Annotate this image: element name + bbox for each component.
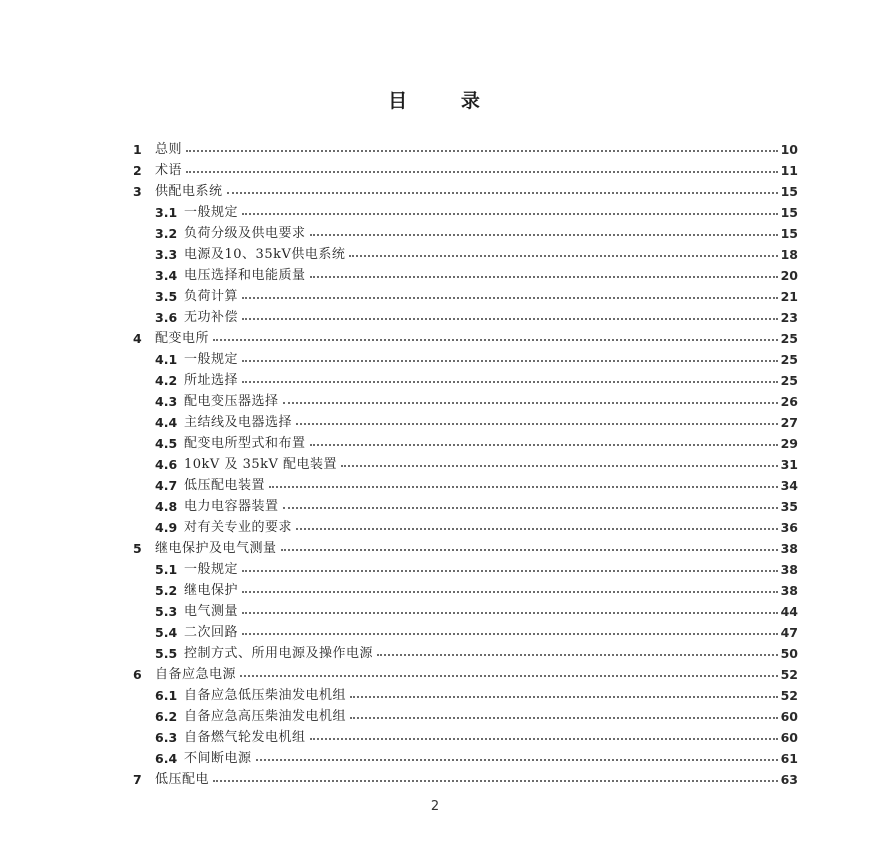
toc-entry <box>133 242 798 263</box>
toc-entry-number: 3 <box>133 184 142 199</box>
toc-entry <box>133 494 798 515</box>
toc-entry <box>133 179 798 200</box>
toc-entry <box>133 431 798 452</box>
table-of-contents <box>133 137 798 788</box>
toc-entry-label: 自备应急低压柴油发电机组 <box>184 688 347 703</box>
dotted-leader <box>310 444 778 446</box>
toc-entry-label: 总则 <box>155 142 183 157</box>
dotted-leader <box>242 318 778 320</box>
toc-entry <box>133 557 798 578</box>
toc-entry-page: 44 <box>780 604 798 619</box>
toc-entry-page: 50 <box>780 646 798 661</box>
toc-entry-page: 38 <box>780 562 798 577</box>
toc-entry-label: 不间断电源 <box>184 751 252 766</box>
toc-entry <box>133 725 798 746</box>
dotted-leader <box>349 255 777 257</box>
toc-entry-label: 电源及10、35kV供电系统 <box>184 247 346 262</box>
toc-entry-number: 4.5 <box>155 436 178 451</box>
toc-entry-number: 6 <box>133 667 142 682</box>
toc-entry-label: 电压选择和电能质量 <box>184 268 306 283</box>
toc-entry-number: 4 <box>133 331 142 346</box>
toc-entry-number: 4.4 <box>155 415 178 430</box>
toc-entry-page: 21 <box>780 289 798 304</box>
toc-entry <box>133 305 798 326</box>
toc-entry-number: 7 <box>133 772 142 787</box>
dotted-leader <box>242 381 778 383</box>
dotted-leader <box>240 675 778 677</box>
toc-entry-label: 术语 <box>155 163 183 178</box>
toc-entry-number: 4.7 <box>155 478 178 493</box>
dotted-leader <box>296 528 778 530</box>
toc-entry-number: 6.2 <box>155 709 178 724</box>
toc-entry-page: 23 <box>780 310 798 325</box>
toc-entry-page: 10 <box>780 142 798 157</box>
toc-entry <box>133 263 798 284</box>
dotted-leader <box>310 738 778 740</box>
toc-entry-number: 4.3 <box>155 394 178 409</box>
dotted-leader <box>213 780 778 782</box>
toc-entry <box>133 473 798 494</box>
toc-entry <box>133 641 798 662</box>
toc-entry-label: 无功补偿 <box>184 310 239 325</box>
toc-entry-page: 61 <box>780 751 798 766</box>
dotted-leader <box>242 297 778 299</box>
dotted-leader <box>227 192 778 194</box>
dotted-leader <box>350 696 778 698</box>
dotted-leader <box>341 465 778 467</box>
toc-entry-page: 35 <box>780 499 798 514</box>
toc-entry-label: 二次回路 <box>184 625 239 640</box>
footer-page-number: 2 <box>430 799 440 814</box>
toc-entry-label: 所址选择 <box>184 373 239 388</box>
dotted-leader <box>186 150 778 152</box>
toc-entry-page: 52 <box>780 667 798 682</box>
toc-entry-label: 配变电所 <box>155 331 210 346</box>
toc-entry-label: 配变电所型式和布置 <box>184 436 306 451</box>
toc-entry-number: 4.1 <box>155 352 178 367</box>
dotted-leader <box>269 486 778 488</box>
toc-entry-label: 继电保护 <box>184 583 239 598</box>
toc-entry-number: 2 <box>133 163 142 178</box>
toc-entry-number: 3.3 <box>155 247 178 262</box>
toc-entry-number: 6.4 <box>155 751 178 766</box>
toc-entry <box>133 368 798 389</box>
toc-entry <box>133 221 798 242</box>
toc-entry-label: 一般规定 <box>184 562 239 577</box>
toc-entry-label: 控制方式、所用电源及操作电源 <box>184 646 374 661</box>
toc-entry-page: 60 <box>780 709 798 724</box>
dotted-leader <box>242 591 778 593</box>
dotted-leader <box>283 402 778 404</box>
dotted-leader <box>213 339 778 341</box>
toc-entry <box>133 536 798 557</box>
toc-entry <box>133 410 798 431</box>
toc-entry-label: 一般规定 <box>184 352 239 367</box>
toc-entry-label: 一般规定 <box>184 205 239 220</box>
toc-entry-number: 5.4 <box>155 625 178 640</box>
dotted-leader <box>350 717 778 719</box>
toc-entry-number: 4.6 <box>155 457 178 472</box>
toc-entry-number: 6.1 <box>155 688 178 703</box>
toc-entry-label: 低压配电 <box>155 772 210 787</box>
toc-entry-label: 电力电容器装置 <box>184 499 279 514</box>
dotted-leader <box>242 570 778 572</box>
toc-entry-page: 36 <box>780 520 798 535</box>
toc-entry-number: 5.3 <box>155 604 178 619</box>
toc-entry-page: 25 <box>780 352 798 367</box>
toc-entry-page: 31 <box>780 457 798 472</box>
toc-entry-label: 对有关专业的要求 <box>184 520 293 535</box>
toc-entry <box>133 746 798 767</box>
toc-entry-page: 15 <box>780 226 798 241</box>
toc-entry <box>133 662 798 683</box>
toc-entry-label: 主结线及电器选择 <box>184 415 293 430</box>
toc-entry-number: 4.9 <box>155 520 178 535</box>
toc-entry <box>133 578 798 599</box>
toc-entry-page: 11 <box>780 163 798 178</box>
dotted-leader <box>296 423 778 425</box>
toc-entry-page: 63 <box>780 772 798 787</box>
toc-entry-page: 52 <box>780 688 798 703</box>
toc-entry-number: 3.1 <box>155 205 178 220</box>
toc-entry <box>133 683 798 704</box>
toc-entry-page: 26 <box>780 394 798 409</box>
toc-entry-label: 自备应急高压柴油发电机组 <box>184 709 347 724</box>
toc-entry-label: 负荷分级及供电要求 <box>184 226 306 241</box>
toc-entry-label: 10kV 及 35kV 配电装置 <box>184 457 338 472</box>
toc-entry-page: 15 <box>780 184 798 199</box>
toc-entry-number: 3.5 <box>155 289 178 304</box>
dotted-leader <box>283 507 778 509</box>
toc-entry-label: 供配电系统 <box>155 184 223 199</box>
toc-entry-page: 27 <box>780 415 798 430</box>
toc-entry <box>133 137 798 158</box>
toc-entry <box>133 347 798 368</box>
toc-entry-number: 5.2 <box>155 583 178 598</box>
dotted-leader <box>186 171 778 173</box>
toc-entry-page: 25 <box>780 373 798 388</box>
toc-entry <box>133 767 798 788</box>
toc-entry <box>133 620 798 641</box>
toc-entry <box>133 200 798 221</box>
toc-entry-label: 负荷计算 <box>184 289 239 304</box>
toc-entry-number: 4.8 <box>155 499 178 514</box>
toc-entry <box>133 452 798 473</box>
dotted-leader <box>256 759 778 761</box>
toc-entry-page: 29 <box>780 436 798 451</box>
toc-entry-page: 18 <box>780 247 798 262</box>
toc-entry-page: 38 <box>780 541 798 556</box>
toc-entry-number: 5.1 <box>155 562 178 577</box>
toc-entry-number: 1 <box>133 142 142 157</box>
toc-entry-page: 34 <box>780 478 798 493</box>
toc-entry-label: 继电保护及电气测量 <box>155 541 277 556</box>
dotted-leader <box>242 213 778 215</box>
toc-entry-page: 38 <box>780 583 798 598</box>
toc-entry <box>133 284 798 305</box>
toc-entry-number: 6.3 <box>155 730 178 745</box>
toc-entry <box>133 599 798 620</box>
toc-entry-number: 3.2 <box>155 226 178 241</box>
toc-entry <box>133 515 798 536</box>
dotted-leader <box>242 360 778 362</box>
toc-entry-number: 5.5 <box>155 646 178 661</box>
toc-entry-page: 25 <box>780 331 798 346</box>
dotted-leader <box>310 276 778 278</box>
dotted-leader <box>242 633 778 635</box>
toc-entry-label: 电气测量 <box>184 604 239 619</box>
dotted-leader <box>281 549 778 551</box>
toc-entry-label: 配电变压器选择 <box>184 394 279 409</box>
toc-entry-number: 4.2 <box>155 373 178 388</box>
toc-entry-page: 60 <box>780 730 798 745</box>
toc-entry-label: 自备燃气轮发电机组 <box>184 730 306 745</box>
page-title: 目 录 <box>388 90 482 112</box>
toc-entry <box>133 326 798 347</box>
toc-entry-label: 自备应急电源 <box>155 667 237 682</box>
dotted-leader <box>310 234 778 236</box>
toc-entry <box>133 158 798 179</box>
toc-entry-page: 20 <box>780 268 798 283</box>
toc-entry <box>133 389 798 410</box>
toc-entry-number: 5 <box>133 541 142 556</box>
toc-entry-number: 3.6 <box>155 310 178 325</box>
toc-entry-number: 3.4 <box>155 268 178 283</box>
dotted-leader <box>377 654 778 656</box>
toc-entry <box>133 704 798 725</box>
toc-entry-label: 低压配电装置 <box>184 478 266 493</box>
toc-entry-page: 47 <box>780 625 798 640</box>
toc-entry-page: 15 <box>780 205 798 220</box>
dotted-leader <box>242 612 778 614</box>
